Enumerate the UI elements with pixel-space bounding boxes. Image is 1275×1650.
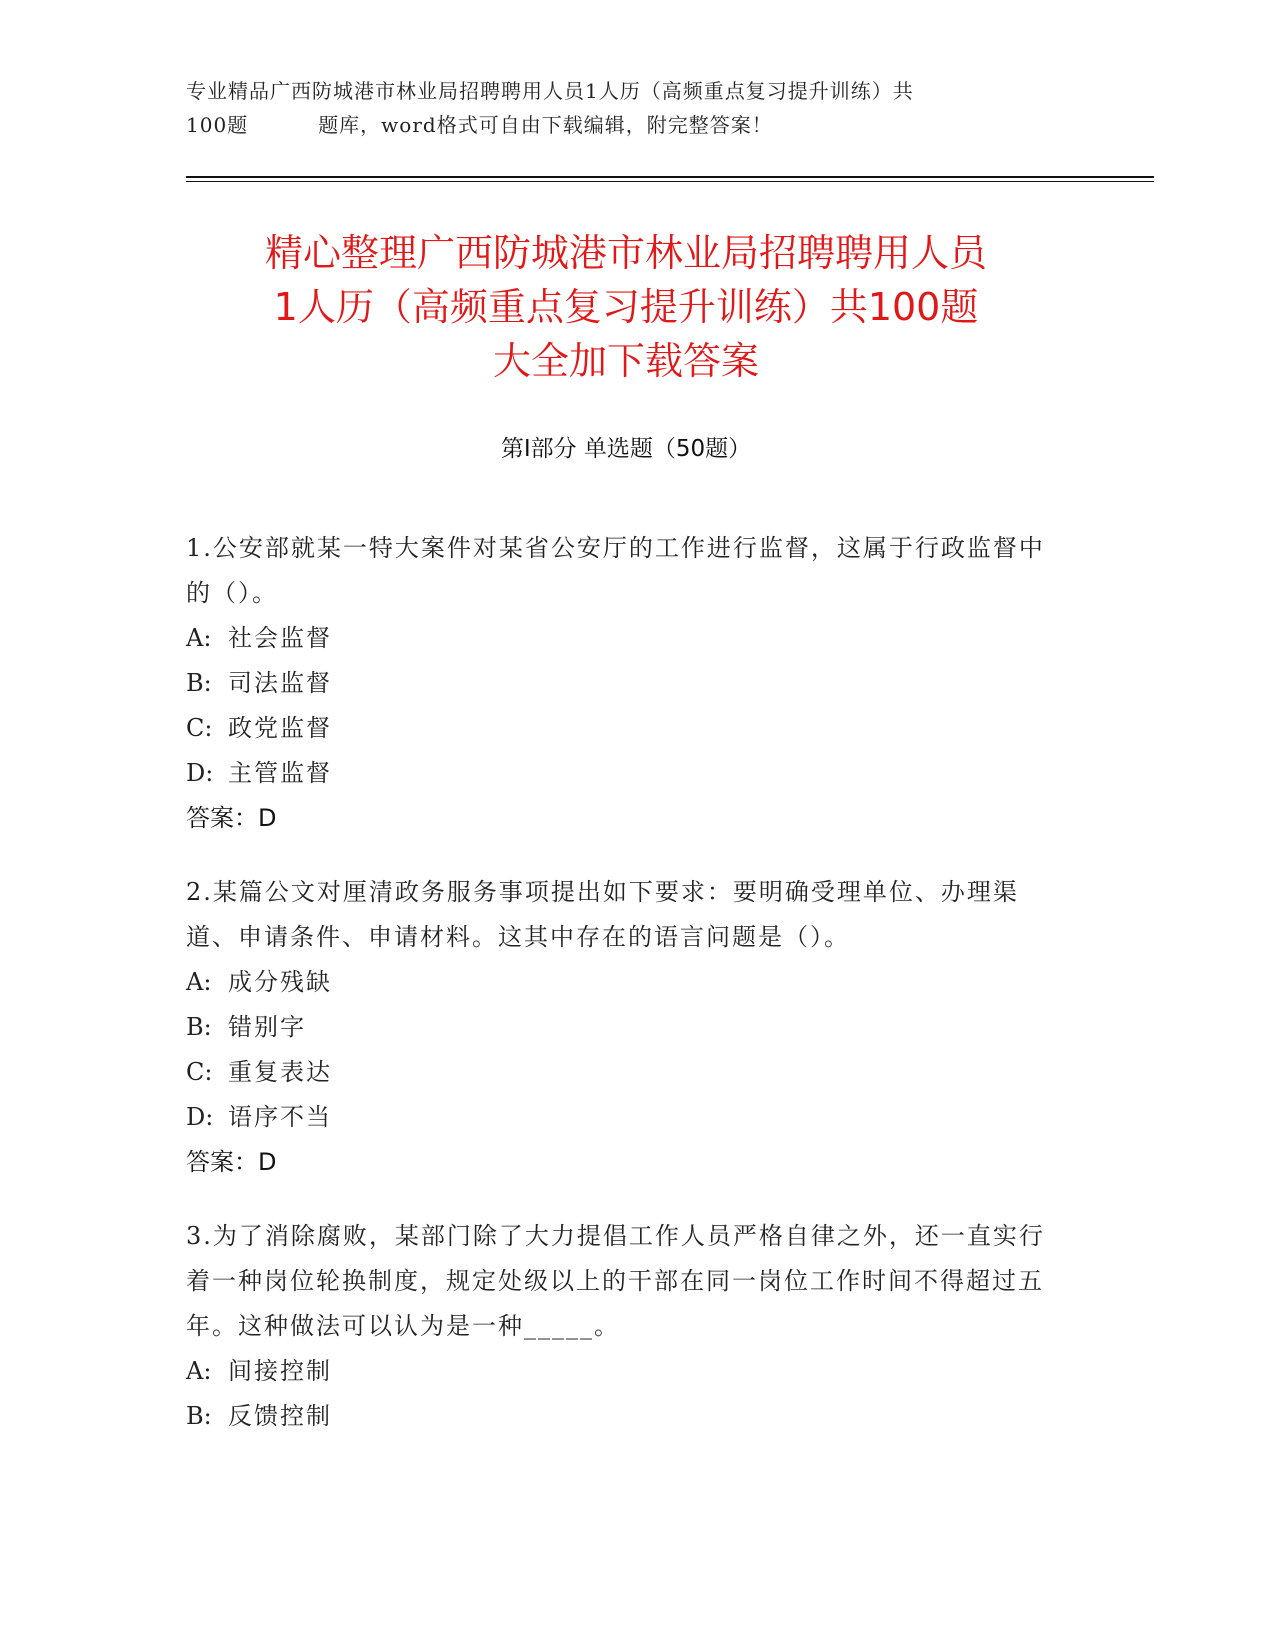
- question-1: [186, 526, 1066, 841]
- section-title: 第Ⅰ部分 单选题（50题）: [500, 436, 752, 462]
- header-line-2: [186, 108, 1066, 142]
- title-line-3: 大全加下载答案: [492, 339, 759, 383]
- option-a: [186, 1349, 1066, 1394]
- option-key: D:: [186, 1103, 214, 1131]
- option-key: C:: [186, 1058, 213, 1086]
- page-header: [186, 74, 1066, 142]
- option-text: 反馈控制: [228, 1402, 332, 1430]
- title-line-2: 1人历（高频重点复习提升训练）共100题: [273, 285, 979, 329]
- option-c: [186, 706, 1066, 751]
- option-key: A:: [186, 1357, 212, 1385]
- option-text: 语序不当: [228, 1103, 332, 1131]
- question-2: [186, 870, 1066, 1185]
- option-b: [186, 661, 1066, 706]
- question-text: 1.公安部就某一特大案件对某省公安厅的工作进行监督，这属于行政监督中的（）。: [186, 534, 1045, 607]
- option-key: B:: [186, 669, 212, 697]
- option-key: B:: [186, 1013, 212, 1041]
- document-title: [186, 226, 1066, 388]
- option-text: 重复表达: [228, 1058, 332, 1086]
- option-d: [186, 751, 1066, 796]
- header-question-count: 100题: [186, 113, 249, 137]
- header-divider-thick: [186, 176, 1154, 178]
- option-key: B:: [186, 1402, 212, 1430]
- header-divider-thin: [186, 181, 1154, 182]
- option-text: 成分残缺: [228, 968, 332, 996]
- header-line-1: 专业精品广西防城港市林业局招聘聘用人员1人历（高频重点复习提升训练）共: [186, 79, 914, 103]
- option-c: [186, 1050, 1066, 1095]
- option-d: [186, 1095, 1066, 1140]
- option-text: 间接控制: [228, 1357, 332, 1385]
- question-list: [186, 526, 1066, 1468]
- option-text: 社会监督: [228, 624, 332, 652]
- option-key: D:: [186, 759, 214, 787]
- question-3: [186, 1214, 1066, 1439]
- option-b: [186, 1394, 1066, 1439]
- header-note: 题库，word格式可自由下载编辑，附完整答案！: [318, 113, 773, 137]
- option-key: A:: [186, 968, 212, 996]
- option-text: 错别字: [228, 1013, 306, 1041]
- option-key: A:: [186, 624, 212, 652]
- question-text: 3.为了消除腐败，某部门除了大力提倡工作人员严格自律之外，还一直实行着一种岗位轮换制度，规定处级以上的干部在同一岗位工作时间不得超过五年。这种做法可以认为是一种_____。: [186, 1222, 1045, 1340]
- answer-line: 答案：D: [186, 804, 277, 832]
- option-b: [186, 1005, 1066, 1050]
- option-text: 政党监督: [228, 714, 332, 742]
- option-a: [186, 960, 1066, 1005]
- option-key: C:: [186, 714, 213, 742]
- title-line-1: 精心整理广西防城港市林业局招聘聘用人员: [264, 231, 987, 275]
- question-text: 2.某篇公文对厘清政务服务事项提出如下要求：要明确受理单位、办理渠道、申请条件、申请材料。这其中存在的语言问题是（）。: [186, 878, 1019, 951]
- answer-line: 答案：D: [186, 1148, 277, 1176]
- option-text: 主管监督: [228, 759, 332, 787]
- option-text: 司法监督: [228, 669, 332, 697]
- option-a: [186, 616, 1066, 661]
